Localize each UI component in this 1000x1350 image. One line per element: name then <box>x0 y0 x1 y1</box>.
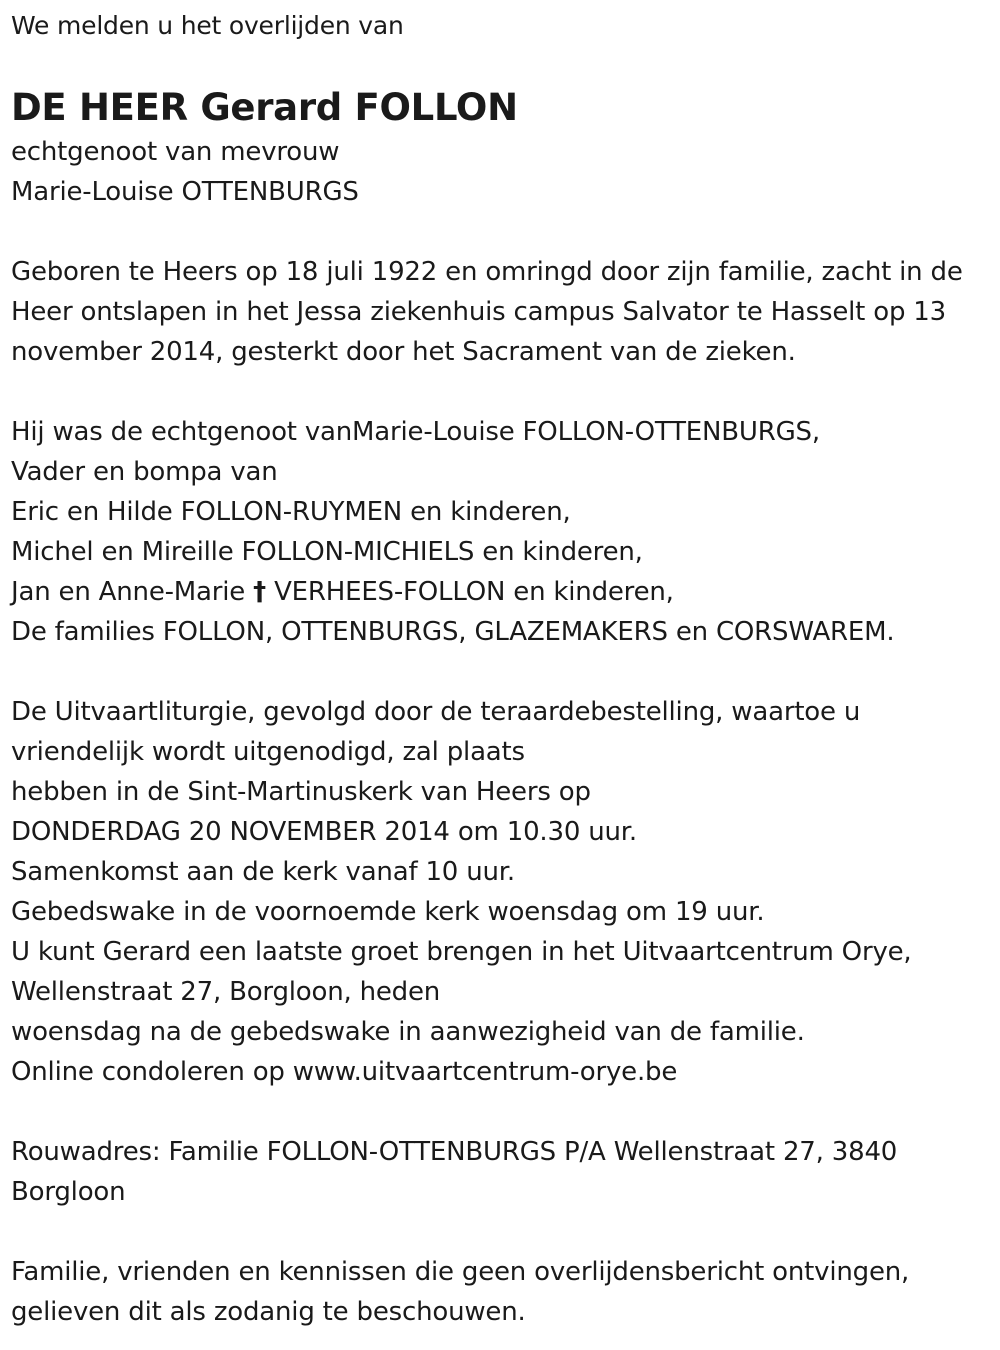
family-line: Vader en bompa van <box>11 457 278 487</box>
ceremony-line: DONDERDAG 20 NOVEMBER 2014 om 10.30 uur. <box>11 817 637 847</box>
ceremony-line: woensdag na de gebedswake in aanwezigheid van de familie. <box>11 1017 805 1047</box>
spacer <box>11 372 996 412</box>
closing-line: Familie, vrienden en kennissen die geen overlijdensbericht ontvingen, <box>11 1257 910 1287</box>
family-line: De families FOLLON, OTTENBURGS, GLAZEMAKERS en CORSWAREM. <box>11 617 895 647</box>
obituary-document <box>11 0 996 1332</box>
family-paragraph <box>11 412 996 652</box>
intro-text: We melden u het overlijden van <box>11 11 404 40</box>
spacer <box>11 1092 996 1132</box>
spouse-label: echtgenoot van mevrouw <box>11 137 340 167</box>
ceremony-line: hebben in de Sint-Martinuskerk van Heers op <box>11 777 591 807</box>
address-line: Borgloon <box>11 1177 126 1207</box>
ceremony-line: De Uitvaartliturgie, gevolgd door de teraardebestelling, waartoe u <box>11 697 861 727</box>
family-line: Hij was de echtgenoot vanMarie-Louise FOLLON-OTTENBURGS, <box>11 417 820 447</box>
ceremony-line: U kunt Gerard een laatste groet brengen in het Uitvaartcentrum Orye, <box>11 937 912 967</box>
cross-icon: † <box>253 577 266 607</box>
address-line: Rouwadres: Familie FOLLON-OTTENBURGS P/A Wellenstraat 27, 3840 <box>11 1137 898 1167</box>
ceremony-line: Wellenstraat 27, Borgloon, heden <box>11 977 441 1007</box>
born-line: november 2014, gesterkt door het Sacrament van de zieken. <box>11 337 796 367</box>
ceremony-line: Gebedswake in de voornoemde kerk woensdag om 19 uur. <box>11 897 765 927</box>
ceremony-line: vriendelijk wordt uitgenodigd, zal plaats <box>11 737 525 767</box>
spacer <box>11 212 996 252</box>
family-line <box>11 572 996 612</box>
closing-paragraph <box>11 1252 996 1332</box>
spouse-name: Marie-Louise OTTENBURGS <box>11 177 359 207</box>
family-line: Michel en Mireille FOLLON-MICHIELS en kinderen, <box>11 537 643 567</box>
family-line-part: Jan en Anne-Marie <box>11 577 246 607</box>
born-paragraph <box>11 252 996 372</box>
born-line: Heer ontslapen in het Jessa ziekenhuis campus Salvator te Hasselt op 13 <box>11 297 946 327</box>
ceremony-paragraph <box>11 692 996 1092</box>
closing-line: gelieven dit als zodanig te beschouwen. <box>11 1297 526 1327</box>
family-line-part: VERHEES-FOLLON en kinderen, <box>274 577 674 607</box>
ceremony-line: Samenkomst aan de kerk vanaf 10 uur. <box>11 857 515 887</box>
spacer <box>11 1212 996 1252</box>
born-line: Geboren te Heers op 18 juli 1922 en omringd door zijn familie, zacht in de <box>11 257 963 287</box>
condolence-link[interactable]: Online condoleren op www.uitvaartcentrum-orye.be <box>11 1057 678 1087</box>
spacer <box>11 652 996 692</box>
family-line: Eric en Hilde FOLLON-RUYMEN en kinderen, <box>11 497 571 527</box>
address-paragraph <box>11 1132 996 1212</box>
deceased-name: DE HEER Gerard FOLLON <box>11 86 518 129</box>
